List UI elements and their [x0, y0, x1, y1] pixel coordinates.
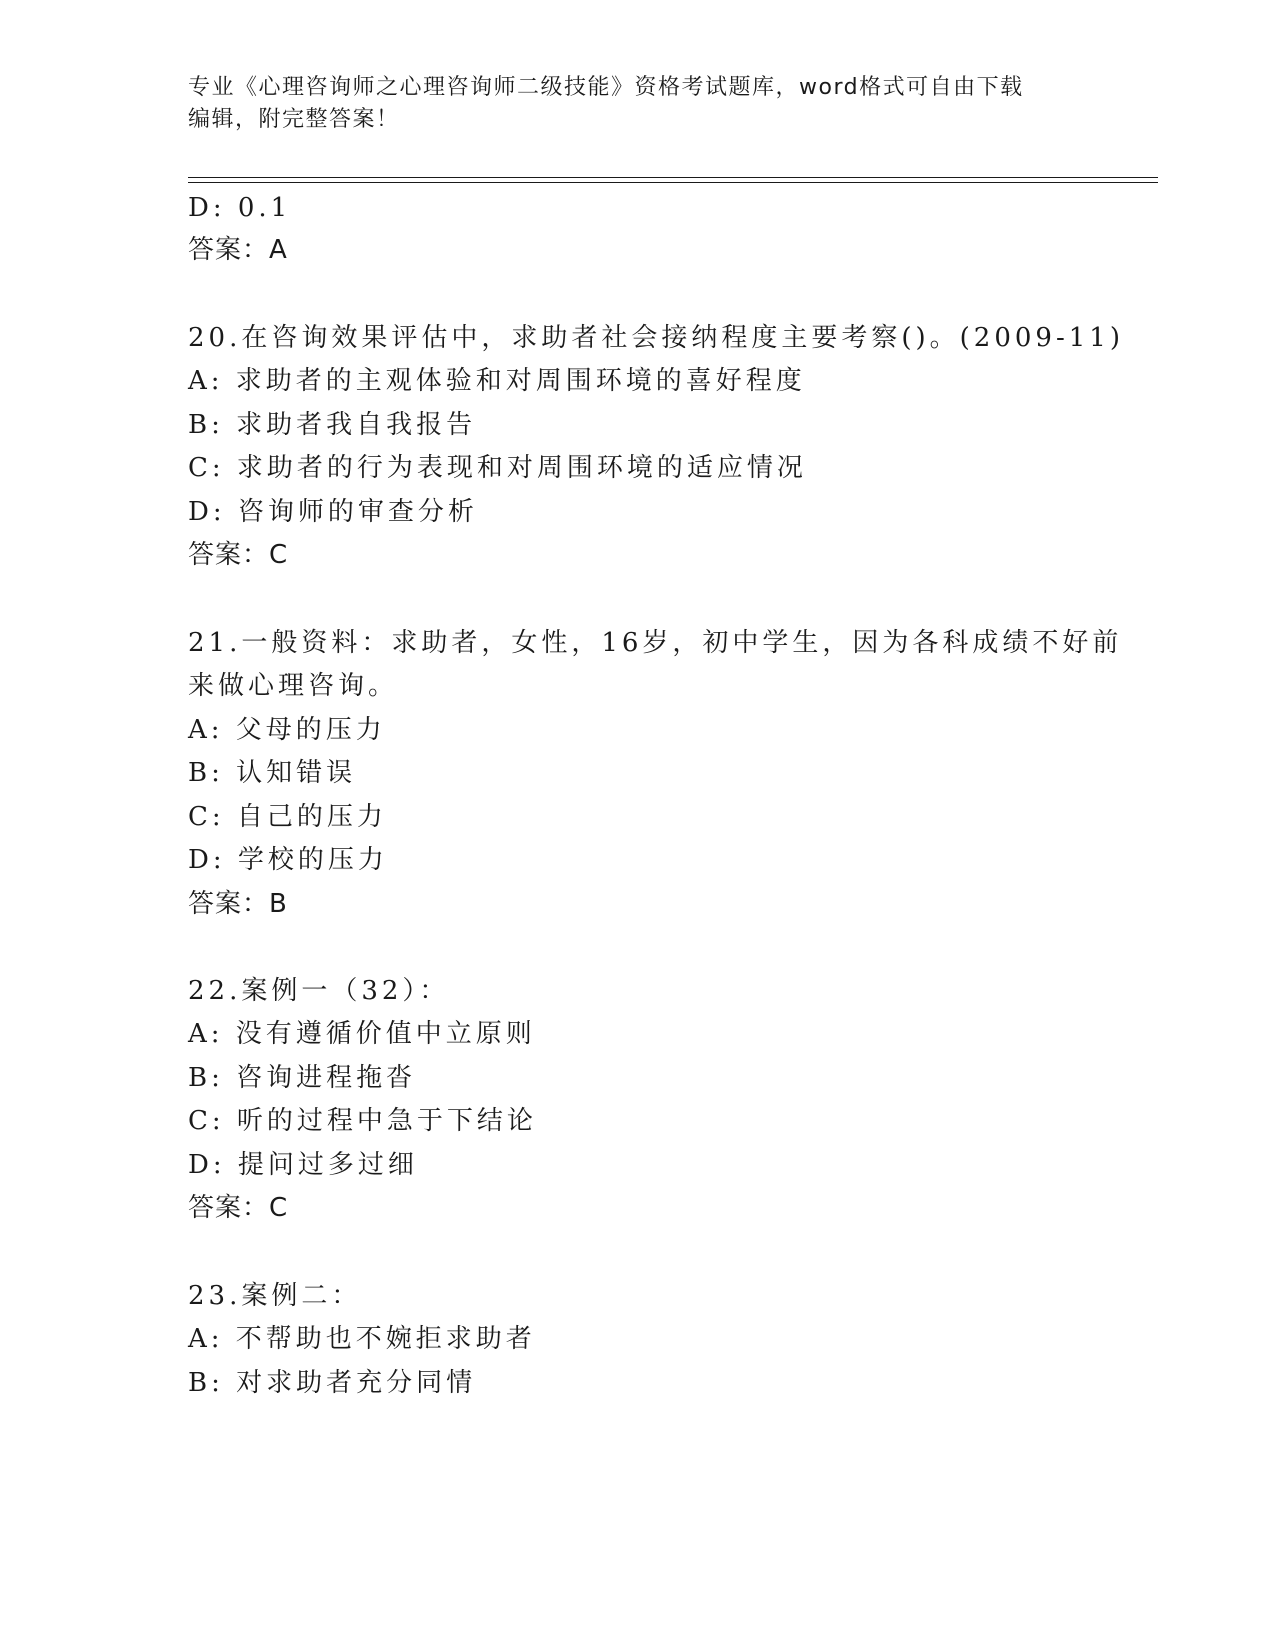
header-divider-top: [188, 177, 1158, 178]
header-line-1: 专业《心理咨询师之心理咨询师二级技能》资格考试题库，word格式可自由下载: [188, 75, 1024, 100]
q22-option-c: C: 听的过程中急于下结论: [188, 1106, 537, 1136]
q22-question: 22.案例一（32）：: [188, 976, 450, 1006]
q19-answer: 答案：A: [188, 235, 288, 265]
q23-option-b: B: 对求助者充分同情: [188, 1368, 477, 1398]
header-divider-bottom: [188, 182, 1158, 183]
header-line-2: 编辑，附完整答案！: [188, 107, 400, 132]
q20-option-b: B: 求助者我自我报告: [188, 410, 477, 440]
q23-option-a: A: 不帮助也不婉拒求助者: [188, 1324, 536, 1354]
q20-option-d: D: 咨询师的审查分析: [188, 497, 478, 527]
q22-answer: 答案：C: [188, 1193, 289, 1223]
q21-option-d: D: 学校的压力: [188, 845, 388, 875]
q21-option-a: A: 父母的压力: [188, 715, 386, 745]
q22-option-d: D: 提问过多过细: [188, 1150, 418, 1180]
q23-question: 23.案例二：: [188, 1281, 362, 1311]
q22-option-a: A: 没有遵循价值中立原则: [188, 1019, 536, 1049]
document-header: [188, 72, 1088, 136]
q20-question: 20.在咨询效果评估中，求助者社会接纳程度主要考察()。(2009-11): [188, 323, 1124, 353]
q21-question-line2: 来做心理咨询。: [188, 671, 399, 701]
q21-question-line1: 21.一般资料：求助者，女性，16岁，初中学生，因为各科成绩不好前: [188, 628, 1123, 658]
q20-option-c: C: 求助者的行为表现和对周围环境的适应情况: [188, 453, 807, 483]
q21-option-b: B: 认知错误: [188, 758, 357, 788]
q20-option-a: A: 求助者的主观体验和对周围环境的喜好程度: [188, 366, 806, 396]
q20-answer: 答案：C: [188, 540, 289, 570]
q19-option-d: D: 0.1: [188, 193, 292, 223]
q22-option-b: B: 咨询进程拖沓: [188, 1063, 417, 1093]
q21-option-c: C: 自己的压力: [188, 802, 387, 832]
q21-answer: 答案：B: [188, 889, 288, 919]
